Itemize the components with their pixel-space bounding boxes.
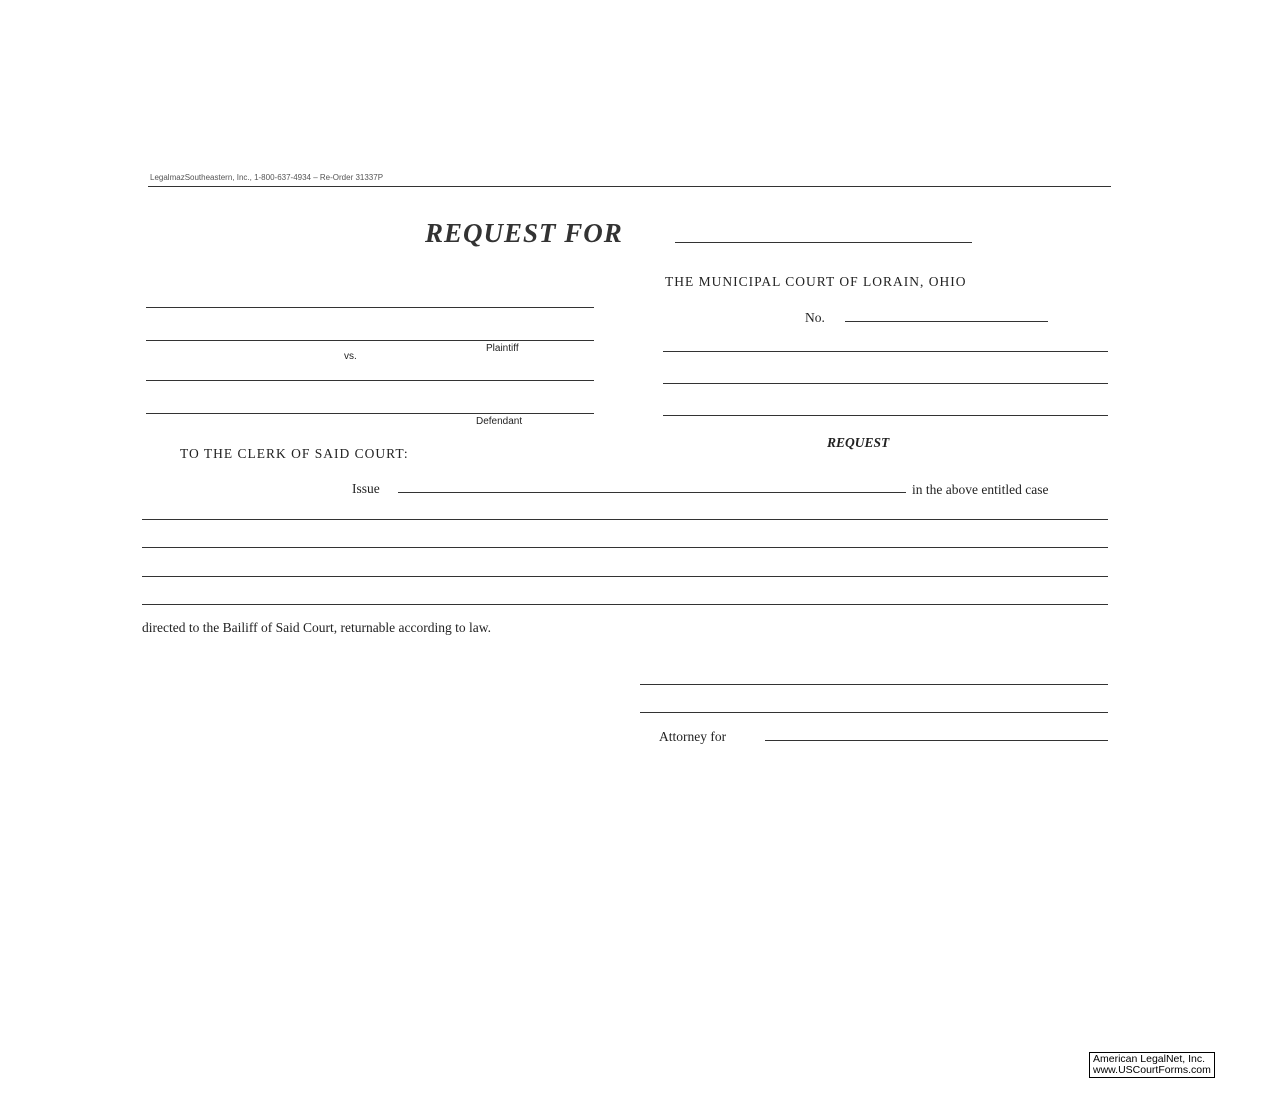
case-no-label: No. [805,310,825,325]
footer-stamp [1089,1052,1215,1078]
title-blank[interactable] [675,242,972,243]
signature-line-1[interactable] [640,684,1108,685]
form-header-line: LegalmazSoutheastern, Inc., 1-800-637-4934 – Re-Order 31337P [150,173,384,182]
body-line-4[interactable] [142,604,1108,605]
header-rule [148,186,1111,187]
issue-suffix: in the above entitled case [912,482,1049,497]
body-line-2[interactable] [142,547,1108,548]
defendant-label: Defendant [476,416,523,427]
body-line-3[interactable] [142,576,1108,577]
plaintiff-label: Plaintiff [486,343,519,354]
body-line-1[interactable] [142,519,1108,520]
signature-line-2[interactable] [640,712,1108,713]
vs-label: vs. [344,351,357,362]
right-blank-1[interactable] [663,351,1108,352]
issue-label: Issue [352,481,380,496]
court-name: THE MUNICIPAL COURT OF LORAIN, OHIO [665,274,967,289]
footer-line-2: www.USCourtForms.com [1093,1064,1211,1076]
attorney-for-label: Attorney for [659,729,727,744]
request-heading: REQUEST [827,435,890,450]
plaintiff-line-2[interactable] [146,340,594,341]
to-clerk-label: TO THE CLERK OF SAID COURT: [180,446,409,461]
plaintiff-line-1[interactable] [146,307,594,308]
defendant-line-1[interactable] [146,380,594,381]
directed-text: directed to the Bailiff of Said Court, returnable according to law. [142,620,492,635]
right-blank-3[interactable] [663,415,1108,416]
defendant-line-2[interactable] [146,413,594,414]
case-no-field[interactable] [845,321,1048,322]
attorney-for-field[interactable] [765,740,1108,741]
issue-field[interactable] [398,492,906,493]
form-title: REQUEST FOR [425,218,623,248]
footer-line-1: American LegalNet, Inc. [1093,1053,1206,1065]
right-blank-2[interactable] [663,383,1108,384]
